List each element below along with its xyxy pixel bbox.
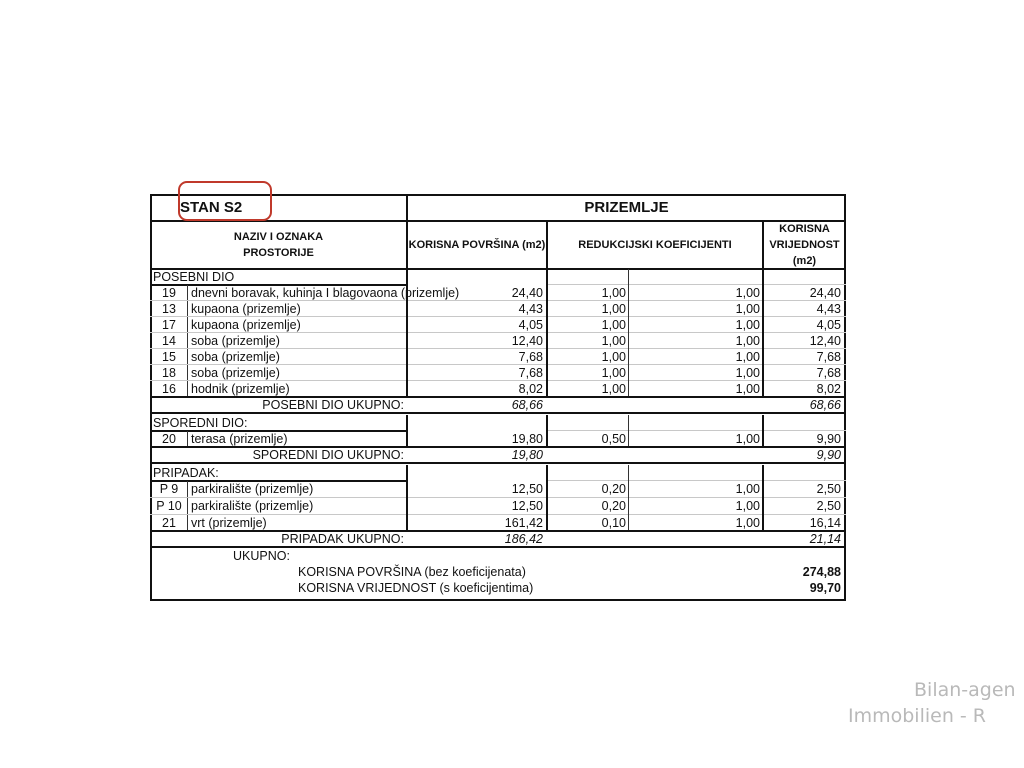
room-area: 12,50	[511, 499, 543, 513]
room-area: 19,80	[511, 432, 543, 446]
row-divider	[150, 462, 846, 464]
coefficient-2: 1,00	[735, 350, 760, 364]
coefficient-1: 1,00	[601, 286, 626, 300]
coefficient-1: 0,10	[601, 516, 626, 530]
room-number: 13	[162, 302, 176, 316]
coefficient-2: 1,00	[735, 432, 760, 446]
column-divider	[187, 349, 188, 365]
room-area: 12,40	[511, 334, 543, 348]
room-value: 12,40	[809, 334, 841, 348]
room-number: 20	[162, 432, 176, 446]
section-total-value: 9,90	[816, 448, 841, 462]
coefficient-2: 1,00	[735, 516, 760, 530]
coefficient-2: 1,00	[735, 499, 760, 513]
column-divider	[187, 381, 188, 397]
room-number: 14	[162, 334, 176, 348]
room-name: terasa (prizemlje)	[191, 432, 288, 446]
column-divider	[546, 465, 548, 531]
room-value: 4,43	[816, 302, 841, 316]
room-number: 19	[162, 286, 176, 300]
room-value: 9,90	[816, 432, 841, 446]
header-area: KORISNA POVRŠINA (m2)	[408, 239, 546, 251]
header-value-line-2: VRIJEDNOST	[769, 239, 840, 251]
room-area: 7,68	[518, 350, 543, 364]
section-total-value: 21,14	[809, 532, 841, 546]
section-total-area: 19,80	[511, 448, 543, 462]
room-value: 16,14	[809, 516, 841, 530]
column-divider	[187, 317, 188, 333]
room-number: P 9	[159, 482, 179, 496]
column-divider	[546, 415, 548, 447]
column-divider	[187, 431, 188, 447]
column-divider	[406, 465, 408, 481]
room-value: 24,40	[809, 286, 841, 300]
room-number: 16	[162, 382, 176, 396]
room-number: 21	[162, 516, 176, 530]
header-value-line-1: KORISNA	[779, 223, 830, 235]
room-number: 15	[162, 350, 176, 364]
watermark-line-2: Immobilien - R	[848, 705, 987, 727]
room-name: kupaona (prizemlje)	[191, 318, 301, 332]
floor-title: PRIZEMLJE	[584, 199, 669, 216]
column-divider	[187, 333, 188, 349]
coefficient-1: 1,00	[601, 318, 626, 332]
room-value: 2,50	[816, 482, 841, 496]
unit-highlight-box	[178, 181, 272, 221]
section-label: POSEBNI DIO	[153, 270, 235, 284]
coefficient-1: 1,00	[601, 302, 626, 316]
column-divider	[406, 269, 408, 285]
column-divider	[628, 415, 629, 447]
coefficient-2: 1,00	[735, 366, 760, 380]
header-name-line-2: PROSTORIJE	[243, 247, 314, 259]
room-area: 24,40	[511, 286, 543, 300]
coefficient-1: 1,00	[601, 366, 626, 380]
room-value: 4,05	[816, 318, 841, 332]
header-name-line-1: NAZIV I OZNAKA	[233, 231, 324, 243]
section-total-label: POSEBNI DIO UKUPNO:	[262, 398, 404, 412]
section-total-area: 68,66	[511, 398, 543, 412]
room-value: 7,68	[816, 366, 841, 380]
unit-title: STAN S2	[180, 199, 243, 216]
column-divider	[406, 221, 408, 269]
column-divider	[762, 269, 764, 397]
room-area: 8,02	[518, 382, 543, 396]
summary-label: UKUPNO:	[233, 549, 290, 563]
room-name: dnevni boravak, kuhinja I blagovaona (prizemlje)	[191, 286, 460, 300]
room-area: 161,42	[504, 516, 543, 530]
room-area: 7,68	[518, 366, 543, 380]
header-coefficients: REDUKCIJSKI KOEFICIJENTI	[578, 239, 732, 251]
coefficient-1: 1,00	[601, 382, 626, 396]
column-divider	[187, 301, 188, 317]
section-label: SPOREDNI DIO:	[153, 416, 248, 430]
coefficient-1: 0,20	[601, 499, 626, 513]
column-divider	[406, 415, 408, 431]
room-name: parkiralište (prizemlje)	[191, 482, 314, 496]
section-total-value: 68,66	[809, 398, 841, 412]
summary-value-label: KORISNA VRIJEDNOST (s koeficijentima)	[298, 581, 534, 595]
room-number: 17	[162, 318, 176, 332]
room-value: 7,68	[816, 350, 841, 364]
section-total-label: PRIPADAK UKUPNO:	[281, 532, 404, 546]
room-name: soba (prizemlje)	[191, 334, 280, 348]
section-total-area: 186,42	[504, 532, 543, 546]
coefficient-2: 1,00	[735, 318, 760, 332]
column-divider	[187, 498, 188, 515]
watermark-line-1: Bilan-agen	[914, 679, 1016, 701]
column-divider	[628, 269, 629, 397]
coefficient-1: 0,20	[601, 482, 626, 496]
column-divider	[187, 515, 188, 531]
room-name: soba (prizemlje)	[191, 350, 280, 364]
column-divider	[762, 415, 764, 447]
room-area: 4,05	[518, 318, 543, 332]
room-name: hodnik (prizemlje)	[191, 382, 290, 396]
column-divider	[546, 269, 548, 397]
column-divider	[406, 194, 408, 221]
section-total-label: SPOREDNI DIO UKUPNO:	[252, 448, 404, 462]
room-area: 12,50	[511, 482, 543, 496]
coefficient-2: 1,00	[735, 334, 760, 348]
column-divider	[187, 481, 188, 498]
room-name: soba (prizemlje)	[191, 366, 280, 380]
room-name: parkiralište (prizemlje)	[191, 499, 314, 513]
coefficient-1: 0,50	[601, 432, 626, 446]
summary-area-label: KORISNA POVRŠINA (bez koeficijenata)	[298, 565, 526, 579]
room-value: 8,02	[816, 382, 841, 396]
row-divider	[150, 412, 846, 414]
room-name: kupaona (prizemlje)	[191, 302, 301, 316]
column-divider	[187, 365, 188, 381]
room-number: P 10	[156, 499, 182, 513]
coefficient-2: 1,00	[735, 482, 760, 496]
column-divider	[406, 285, 408, 397]
column-divider	[762, 465, 764, 531]
column-divider	[406, 431, 408, 447]
room-area: 4,43	[518, 302, 543, 316]
header-value-line-3: (m2)	[792, 255, 817, 267]
room-number: 18	[162, 366, 176, 380]
column-divider	[187, 285, 188, 301]
column-divider	[762, 221, 764, 269]
summary-value-value: 99,70	[809, 581, 841, 595]
room-value: 2,50	[816, 499, 841, 513]
column-divider	[406, 481, 408, 531]
summary-area-value: 274,88	[802, 565, 841, 579]
coefficient-1: 1,00	[601, 350, 626, 364]
column-divider	[628, 465, 629, 531]
column-divider	[546, 221, 548, 269]
coefficient-2: 1,00	[735, 382, 760, 396]
coefficient-2: 1,00	[735, 302, 760, 316]
coefficient-2: 1,00	[735, 286, 760, 300]
coefficient-1: 1,00	[601, 334, 626, 348]
section-label: PRIPADAK:	[153, 466, 219, 480]
room-name: vrt (prizemlje)	[191, 516, 267, 530]
